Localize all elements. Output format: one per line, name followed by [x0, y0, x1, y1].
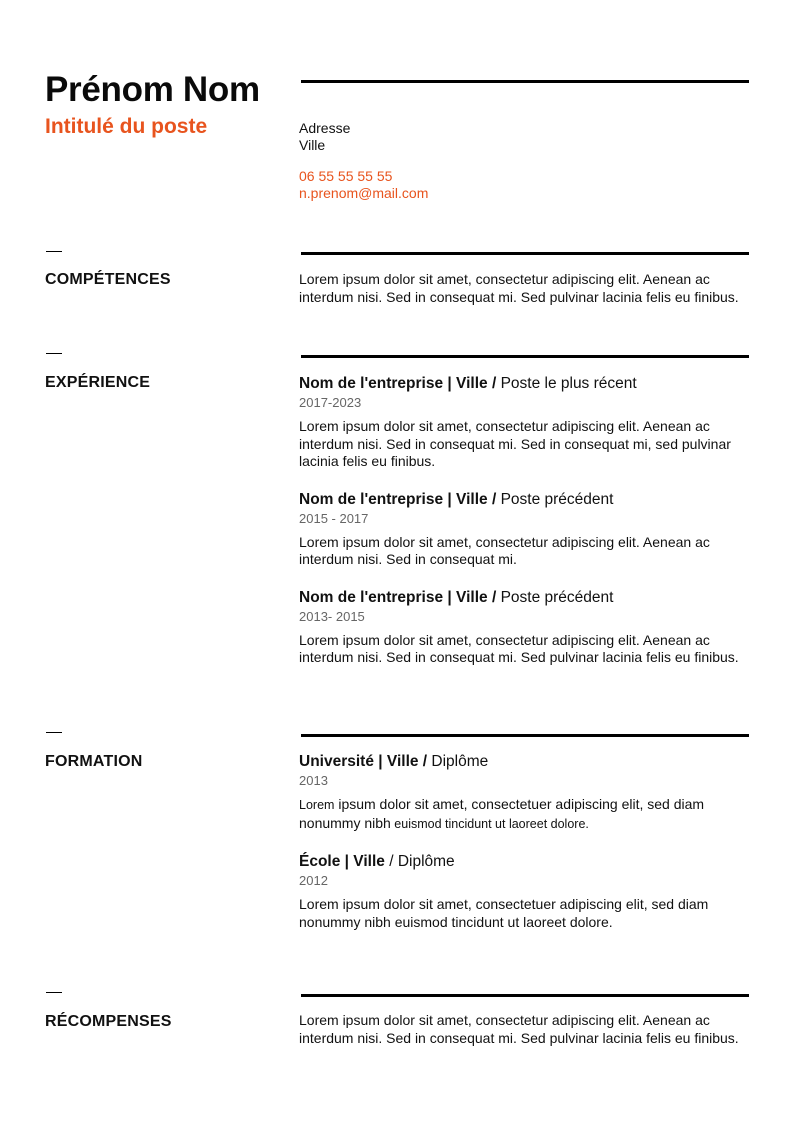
entry-org: Nom de l'entreprise | Ville	[299, 588, 488, 606]
entry-sep: /	[487, 375, 501, 392]
entry-org: Nom de l'entreprise | Ville	[299, 490, 488, 508]
section-dash	[46, 251, 62, 252]
formation-entry	[299, 852, 749, 931]
section-title-experience: EXPÉRIENCE	[45, 374, 151, 391]
desc-start: Lorem	[299, 798, 335, 812]
entry-role: Diplôme	[397, 853, 455, 870]
job-title: Intitulé du poste	[45, 115, 208, 138]
entry-sep: /	[487, 490, 501, 508]
section-rule	[301, 734, 749, 737]
entry-dates: 2013	[299, 773, 328, 788]
section-title-competences: COMPÉTENCES	[45, 271, 171, 288]
address: Adresse	[299, 120, 351, 136]
section-title-recompenses: RÉCOMPENSES	[45, 1013, 172, 1030]
desc-middle: ipsum dolor sit amet, consectetuer adipiscing elit, sed diam nonummy nibh	[299, 796, 705, 831]
section-rule	[301, 355, 749, 358]
entry-heading	[299, 374, 749, 393]
entry-description: Lorem ipsum dolor sit amet, consectetuer adipiscing elit, sed diam nonummy nibh euismod tincidunt ut laoreet dolore.	[299, 896, 709, 930]
entry-org: École | Ville	[299, 853, 385, 870]
competences-text: Lorem ipsum dolor sit amet, consectetur adipiscing elit. Aenean ac interdum nisi. Sed in consequat mi. Sed pulvinar lacinia felis eu finibus.	[299, 271, 739, 305]
formation-list	[299, 752, 749, 931]
entry-description: Lorem ipsum dolor sit amet, consectetur adipiscing elit. Aenean ac interdum nisi. Sed in consequat mi. Sed pulvinar lacinia felis eu finibus.	[299, 631, 739, 665]
entry-sep: /	[487, 588, 501, 606]
candidate-name: Prénom Nom	[45, 70, 260, 109]
desc-end: euismod tincidunt ut laoreet dolore.	[390, 816, 589, 831]
entry-heading	[299, 490, 749, 509]
entry-dates: 2012	[299, 873, 328, 888]
entry-role: Poste précédent	[500, 490, 614, 508]
section-rule	[301, 994, 749, 997]
entry-description: Lorem ipsum dolor sit amet, consectetur adipiscing elit. Aenean ac interdum nisi. Sed in consequat mi. Sed in consequat mi, sed pulvinar lacinia felis eu finibus.	[299, 418, 731, 469]
entry-description: Lorem ipsum dolor sit amet, consectetur adipiscing elit. Aenean ac interdum nisi. Sed in consequat mi.	[299, 533, 710, 567]
email: n.prenom@mail.com	[299, 185, 429, 201]
experience-list	[299, 374, 749, 667]
entry-role: Diplôme	[431, 753, 489, 770]
entry-org: Université | Ville	[299, 753, 419, 770]
entry-role: Poste le plus récent	[500, 375, 637, 392]
experience-entry	[299, 490, 749, 569]
entry-role: Poste précédent	[500, 588, 614, 606]
phone: 06 55 55 55 55	[299, 168, 393, 184]
contact-block	[299, 120, 428, 202]
city: Ville	[299, 137, 326, 153]
section-rule	[301, 252, 749, 255]
experience-entry	[299, 374, 749, 471]
entry-org: Nom de l'entreprise | Ville	[299, 375, 488, 392]
entry-sep: /	[384, 853, 398, 870]
entry-heading	[299, 852, 749, 871]
entry-dates: 2015 - 2017	[299, 510, 369, 526]
section-dash	[46, 732, 62, 733]
entry-sep: /	[418, 753, 432, 770]
section-dash	[46, 353, 62, 354]
entry-heading	[299, 752, 749, 771]
section-dash	[46, 992, 62, 993]
entry-dates: 2013- 2015	[299, 608, 365, 624]
entry-dates: 2017-2023	[299, 395, 362, 410]
experience-entry	[299, 588, 749, 667]
header-rule	[301, 80, 749, 83]
entry-heading	[299, 588, 749, 607]
formation-entry	[299, 752, 749, 833]
entry-description	[299, 796, 749, 833]
section-title-formation: FORMATION	[45, 753, 143, 770]
recompenses-text: Lorem ipsum dolor sit amet, consectetur adipiscing elit. Aenean ac interdum nisi. Sed in consequat mi. Sed pulvinar lacinia felis eu finibus.	[299, 1012, 739, 1046]
